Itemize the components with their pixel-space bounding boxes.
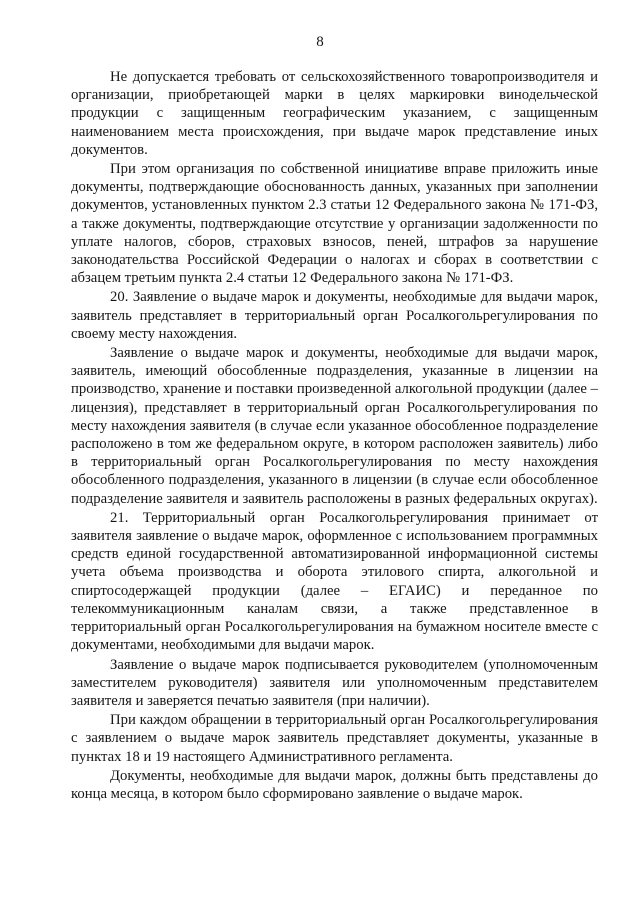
paragraph-deadline: Документы, необходимые для выдачи марок, должны быть представлены до конца месяца, в котором было сформировано заявление о выдаче марок.	[71, 767, 598, 802]
paragraph-separate-subdivisions: Заявление о выдаче марок и документы, необходимые для выдачи марок, заявитель, имеющий обособленные подразделения, указанные в лицензии на производство, хранение и поставки произведенной алкогольной продукции (далее – лицензия), представляет в территориальный орган Росалкогольрегулирования по месту нахождения заявителя (в случае если указанное обособленное подразделение расположено в том же федеральном округе, в котором расположен заявитель) либо в территориальный орган Росалкогольрегулирования по месту нахождения обособленного подразделения, указанного в лицензии (в случае если обособленное подразделение заявителя и заявитель расположены в разных федеральных округах).	[71, 345, 598, 507]
paragraph-clause-21: 21. Территориальный орган Росалкогольрегулирования принимает от заявителя заявление о выдаче марок, оформленное с использованием программных средств единой государственной автоматизированной информационной системы учета объема производства и оборота этилового спирта, алкогольной и спиртосодержащей продукции (далее – ЕГАИС) и переданное по телекоммуникационным каналам связи, а также представленное в территориальный орган Росалкогольрегулирования на бумажном носителе вместе с документами, необходимыми для выдачи марок.	[71, 509, 598, 654]
page-number: 8	[316, 34, 324, 50]
document-body	[71, 68, 598, 803]
paragraph-each-request-documents: При каждом обращении в территориальный орган Росалкогольрегулирования с заявлением о выдаче марок заявитель представляет документы, указанные в пунктах 18 и 19 настоящего Административного регламента.	[71, 712, 598, 765]
paragraph-optional-documents: При этом организация по собственной инициативе вправе приложить иные документы, подтверждающие обоснованность данных, указанных при заполнении документов, установленных пунктом 2.3 статьи 12 Федерального закона № 171-ФЗ, а также документы, подтверждающие отсутствие у организации задолженности по уплате налогов, сборов, страховых взносов, пеней, штрафов за нарушение законодательства Российской Федерации о налогах и сборах в соответствии с абзацем третьим пункта 2.4 статьи 12 Федерального закона № 171-ФЗ.	[71, 161, 598, 287]
paragraph-application-signature: Заявление о выдаче марок подписывается руководителем (уполномоченным заместителем руководителя) заявителя или уполномоченным представителем заявителя и заверяется печатью заявителя (при наличии).	[71, 656, 598, 709]
paragraph-clause-20: 20. Заявление о выдаче марок и документы, необходимые для выдачи марок, заявитель представляет в территориальный орган Росалкогольрегулирования по своему месту нахождения.	[71, 289, 598, 342]
paragraph-no-extra-documents: Не допускается требовать от сельскохозяйственного товаропроизводителя и организации, приобретающей марки в целях маркировки винодельческой продукции с защищенным географическим указанием, с защищенным наименованием места происхождения, при выдаче марок представление иных документов.	[71, 69, 598, 158]
